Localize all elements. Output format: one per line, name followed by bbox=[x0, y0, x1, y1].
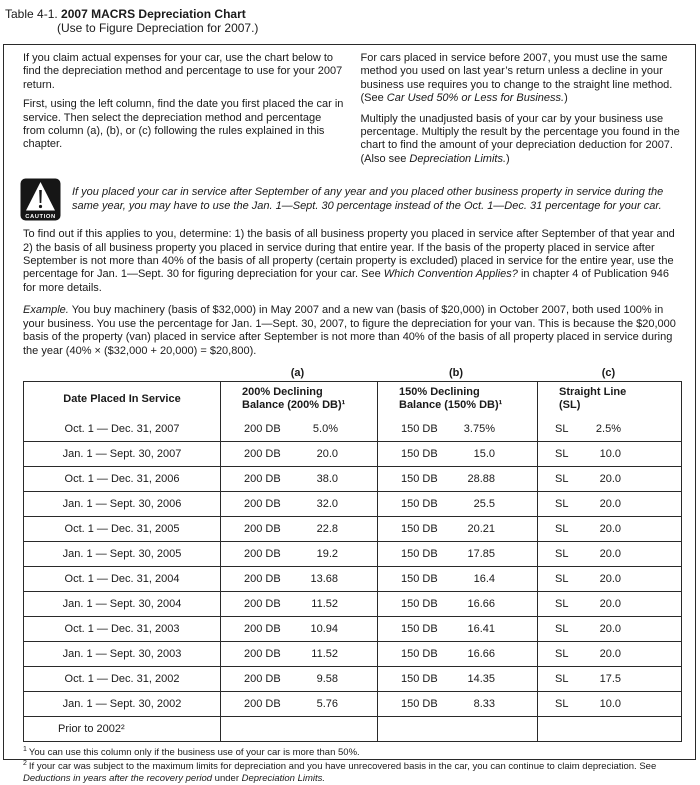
date-cell bbox=[24, 567, 220, 591]
method-value: 16.41 bbox=[467, 622, 495, 635]
date-text: Oct. 1 — Dec. 31, 2003 bbox=[64, 622, 180, 635]
method-label: 150 DB bbox=[401, 647, 438, 660]
method-value: 2.5% bbox=[595, 422, 621, 435]
method-cell-200db bbox=[220, 667, 377, 691]
method-cell-150db bbox=[377, 592, 537, 616]
footnote-2-text: If your car was subject to the maximum limits for depreciation and you have unrecovered basis in the car, you can continue to claim depreciation. See Deductions in years after the recovery period under Depreciation Limits. bbox=[23, 760, 657, 784]
method-cell-150db bbox=[377, 642, 537, 666]
method-value: 19.2 bbox=[316, 547, 338, 560]
svg-text:CAUTION: CAUTION bbox=[25, 214, 56, 221]
footnote-2 bbox=[23, 761, 682, 785]
method-value: 20.21 bbox=[467, 522, 495, 535]
header-b-line-1: 150% Declining bbox=[399, 386, 480, 399]
method-label: SL bbox=[555, 622, 569, 635]
method-label: 150 DB bbox=[401, 672, 438, 685]
header-date-placed-in-service: Date Placed In Service bbox=[63, 392, 181, 405]
table-title-text: 2007 MACRS Depreciation Chart bbox=[61, 7, 246, 21]
method-cell-sl bbox=[537, 642, 682, 666]
method-value: 20.0 bbox=[599, 522, 621, 535]
header-200-declining-balance bbox=[220, 382, 377, 417]
method-cell-200db bbox=[220, 617, 377, 641]
method-value: 3.75% bbox=[463, 422, 495, 435]
date-cell bbox=[24, 692, 220, 716]
method-cell-sl bbox=[537, 592, 682, 616]
header-a-line-2: Balance (200% DB)¹ bbox=[242, 399, 346, 412]
method-cell-150db bbox=[377, 417, 537, 441]
table-body bbox=[24, 417, 681, 741]
method-cell-200db bbox=[220, 642, 377, 666]
method-label: 150 DB bbox=[401, 447, 438, 460]
method-value: 20.0 bbox=[599, 472, 621, 485]
column-letter-c: (c) bbox=[601, 366, 616, 379]
date-text: Jan. 1 — Sept. 30, 2004 bbox=[62, 597, 182, 610]
date-text: Oct. 1 — Dec. 31, 2005 bbox=[64, 522, 180, 535]
table-row bbox=[24, 566, 681, 591]
method-label: SL bbox=[555, 522, 569, 535]
method-cell-200db bbox=[220, 492, 377, 516]
date-text: Jan. 1 — Sept. 30, 2007 bbox=[62, 447, 182, 460]
date-cell bbox=[24, 592, 220, 616]
method-value: 20.0 bbox=[599, 622, 621, 635]
date-text: Jan. 1 — Sept. 30, 2002 bbox=[62, 697, 182, 710]
method-value: 10.0 bbox=[599, 447, 621, 460]
table-title-line bbox=[5, 7, 700, 21]
method-label: 200 DB bbox=[244, 622, 281, 635]
intro-left-paragraph-2: First, using the left column, find the date you first placed the car in service. Then select the depreciation method and percentage from column (a), (b), or (c) following the rules explained in this chapter. bbox=[23, 98, 344, 151]
method-label: SL bbox=[555, 697, 569, 710]
table-row bbox=[24, 516, 681, 541]
method-label: 150 DB bbox=[401, 597, 438, 610]
method-cell-sl bbox=[537, 492, 682, 516]
table-row bbox=[24, 466, 681, 491]
method-value: 20.0 bbox=[599, 572, 621, 585]
date-text: Oct. 1 — Dec. 31, 2002 bbox=[64, 672, 180, 685]
method-cell-sl bbox=[537, 442, 682, 466]
intro-right-column bbox=[361, 52, 683, 172]
date-cell bbox=[24, 517, 220, 541]
method-value: 11.52 bbox=[311, 597, 338, 610]
method-label: SL bbox=[555, 547, 569, 560]
column-letter-a: (a) bbox=[290, 366, 305, 379]
caution-text: If you placed your car in service after September of any year and you placed other business property in service during the same year, you may have to use the Jan. 1—Sept. 30 percentage instead of the Oct. 1—Dec. 31 percentage for your car. bbox=[72, 186, 664, 212]
table-row bbox=[24, 716, 681, 741]
footnote-1-marker: 1 bbox=[23, 745, 27, 753]
header-c-line-1: Straight Line bbox=[559, 386, 627, 399]
method-label: 150 DB bbox=[401, 472, 438, 485]
method-label: 200 DB bbox=[244, 597, 281, 610]
caution-note bbox=[20, 178, 682, 221]
method-label: 150 DB bbox=[401, 422, 438, 435]
header-150-declining-balance bbox=[377, 382, 537, 417]
method-cell-150db bbox=[377, 492, 537, 516]
method-value: 17.5 bbox=[599, 672, 621, 685]
table-row bbox=[24, 441, 681, 466]
method-cell-sl bbox=[537, 517, 682, 541]
method-cell-sl bbox=[537, 542, 682, 566]
method-cell-150db bbox=[377, 567, 537, 591]
table-row bbox=[24, 641, 681, 666]
column-letter-spacer bbox=[23, 367, 219, 379]
date-text: Prior to 2002² bbox=[58, 722, 125, 735]
method-cell-sl bbox=[537, 617, 682, 641]
method-value: 22.8 bbox=[316, 522, 338, 535]
method-cell-sl bbox=[537, 667, 682, 691]
method-cell-200db bbox=[220, 542, 377, 566]
date-cell bbox=[24, 617, 220, 641]
date-cell bbox=[24, 417, 220, 441]
date-cell bbox=[24, 642, 220, 666]
method-cell-150db bbox=[377, 717, 537, 741]
intro-right-paragraph-1: For cars placed in service before 2007, you must use the same method you used on last year’s return unless a decline in your business use requires you to change to the straight line method. (See Car Used 50% or Less for Business.) bbox=[360, 52, 673, 105]
table-row bbox=[24, 691, 681, 716]
date-text: Oct. 1 — Dec. 31, 2006 bbox=[64, 472, 180, 485]
method-value: 20.0 bbox=[316, 447, 338, 460]
table-header-row bbox=[24, 382, 681, 417]
method-label: 150 DB bbox=[401, 547, 438, 560]
method-cell-150db bbox=[377, 667, 537, 691]
depreciation-table bbox=[23, 381, 682, 742]
date-cell bbox=[24, 542, 220, 566]
date-cell bbox=[24, 667, 220, 691]
method-cell-150db bbox=[377, 467, 537, 491]
date-cell bbox=[24, 717, 220, 741]
method-value: 20.0 bbox=[599, 597, 621, 610]
intro-right-paragraph-2: Multiply the unadjusted basis of your car by your business use percentage. Multiply the result by the percentage you found in the chart to find the amount of your depreciation deduction for 2007. (Also see Depreciation Limits.) bbox=[360, 112, 680, 165]
table-row bbox=[24, 541, 681, 566]
method-cell-200db bbox=[220, 517, 377, 541]
method-cell-sl bbox=[537, 567, 682, 591]
method-value: 10.94 bbox=[310, 622, 338, 635]
method-cell-150db bbox=[377, 617, 537, 641]
method-value: 25.5 bbox=[473, 497, 495, 510]
table-title bbox=[0, 0, 700, 35]
paragraph-find-out: To find out if this applies to you, determine: 1) the basis of all business property you placed in service after September of that year and 2) the basis of all business property you placed in service during that entire year. If the basis of the property placed in service after September is not more than 40% of the basis of all property (certain property is excluded) placed in service for the entire year, use the percentage for Jan. 1—Sept. 30 for figuring depreciation for your car. See Which Convention Applies? in chapter 4 of Publication 946 for more details. bbox=[23, 228, 675, 294]
method-cell-sl bbox=[537, 417, 682, 441]
footnote-1-text: You can use this column only if the business use of your car is more than 50%. bbox=[28, 746, 360, 758]
method-value: 10.0 bbox=[599, 697, 621, 710]
method-value: 9.58 bbox=[316, 672, 338, 685]
method-value: 20.0 bbox=[599, 647, 621, 660]
method-label: SL bbox=[555, 672, 569, 685]
method-cell-200db bbox=[220, 467, 377, 491]
method-label: SL bbox=[555, 572, 569, 585]
header-c-line-2: (SL) bbox=[559, 399, 581, 412]
method-label: 200 DB bbox=[244, 547, 281, 560]
table-subtitle: (Use to Figure Depreciation for 2007.) bbox=[57, 21, 259, 35]
table-row bbox=[24, 666, 681, 691]
intro-left-column bbox=[23, 52, 345, 172]
method-label: SL bbox=[555, 472, 569, 485]
paragraph-example: Example. You buy machinery (basis of $32,000) in May 2007 and a new van (basis of $20,000) in October 2007, both used 100% in your business. You use the percentage for Jan. 1—Sept. 30, 2007, to figure the depreciation for your van. This is because the $20,000 basis of the property (van) placed in service after September is not more than 40% of the basis of all property placed in service during the year (40% × ($32,000 + 20,000) = $20,800). bbox=[23, 304, 676, 357]
method-value: 20.0 bbox=[599, 497, 621, 510]
table-row bbox=[24, 417, 681, 441]
method-label: SL bbox=[555, 647, 569, 660]
table-row bbox=[24, 616, 681, 641]
method-cell-200db bbox=[220, 567, 377, 591]
method-value: 5.0% bbox=[312, 422, 338, 435]
date-text: Jan. 1 — Sept. 30, 2003 bbox=[62, 647, 182, 660]
date-text: Jan. 1 — Sept. 30, 2006 bbox=[62, 497, 182, 510]
method-label: SL bbox=[555, 497, 569, 510]
method-label: 200 DB bbox=[244, 647, 281, 660]
table-row bbox=[24, 491, 681, 516]
method-label: 150 DB bbox=[401, 572, 438, 585]
footnote-1 bbox=[23, 747, 682, 759]
method-label: SL bbox=[555, 447, 569, 460]
header-a-line-1: 200% Declining bbox=[242, 386, 323, 399]
method-value: 16.66 bbox=[467, 597, 495, 610]
method-value: 11.52 bbox=[311, 647, 338, 660]
column-letter-b: (b) bbox=[448, 366, 464, 379]
method-cell-200db bbox=[220, 692, 377, 716]
method-label: 200 DB bbox=[244, 572, 281, 585]
method-label: 200 DB bbox=[244, 697, 281, 710]
method-label: 200 DB bbox=[244, 447, 281, 460]
method-value: 16.4 bbox=[473, 572, 495, 585]
date-text: Oct. 1 — Dec. 31, 2004 bbox=[64, 572, 180, 585]
method-value: 17.85 bbox=[467, 547, 495, 560]
method-cell-200db bbox=[220, 592, 377, 616]
method-cell-150db bbox=[377, 542, 537, 566]
method-value: 15.0 bbox=[473, 447, 495, 460]
method-cell-150db bbox=[377, 442, 537, 466]
table-number: Table 4-1. bbox=[5, 7, 58, 21]
chart-box bbox=[3, 44, 696, 784]
date-cell bbox=[24, 442, 220, 466]
footnotes bbox=[23, 747, 682, 785]
intro-columns bbox=[23, 52, 682, 172]
method-value: 8.33 bbox=[473, 697, 495, 710]
method-cell-sl bbox=[537, 717, 682, 741]
method-label: 150 DB bbox=[401, 697, 438, 710]
method-value: 14.35 bbox=[467, 672, 495, 685]
method-value: 13.68 bbox=[310, 572, 338, 585]
method-label: 200 DB bbox=[244, 522, 281, 535]
method-cell-200db bbox=[220, 442, 377, 466]
method-label: 200 DB bbox=[244, 422, 281, 435]
method-label: 150 DB bbox=[401, 622, 438, 635]
caution-icon bbox=[20, 178, 61, 221]
method-value: 16.66 bbox=[467, 647, 495, 660]
method-value: 32.0 bbox=[316, 497, 338, 510]
method-cell-sl bbox=[537, 467, 682, 491]
method-cell-150db bbox=[377, 692, 537, 716]
method-label: 150 DB bbox=[401, 522, 438, 535]
header-b-line-2: Balance (150% DB)¹ bbox=[399, 399, 503, 412]
column-letter-row bbox=[23, 367, 682, 379]
date-text: Jan. 1 — Sept. 30, 2005 bbox=[62, 547, 182, 560]
method-value: 20.0 bbox=[599, 547, 621, 560]
method-cell-150db bbox=[377, 517, 537, 541]
method-label: SL bbox=[555, 597, 569, 610]
header-straight-line bbox=[537, 382, 682, 417]
method-value: 28.88 bbox=[467, 472, 495, 485]
intro-left-paragraph-1: If you claim actual expenses for your car, use the chart below to find the depreciation method and percentage to use for your 2007 return. bbox=[23, 52, 343, 91]
method-label: 200 DB bbox=[244, 472, 281, 485]
method-cell-sl bbox=[537, 692, 682, 716]
method-label: SL bbox=[555, 422, 569, 435]
date-cell bbox=[24, 467, 220, 491]
method-cell-200db bbox=[220, 417, 377, 441]
method-value: 38.0 bbox=[316, 472, 338, 485]
method-label: 200 DB bbox=[244, 672, 281, 685]
footnote-2-marker: 2 bbox=[23, 759, 27, 767]
date-text: Oct. 1 — Dec. 31, 2007 bbox=[64, 422, 180, 435]
table-row bbox=[24, 591, 681, 616]
method-cell-200db bbox=[220, 717, 377, 741]
method-value: 5.76 bbox=[316, 697, 338, 710]
date-cell bbox=[24, 492, 220, 516]
method-label: 150 DB bbox=[401, 497, 438, 510]
method-label: 200 DB bbox=[244, 497, 281, 510]
